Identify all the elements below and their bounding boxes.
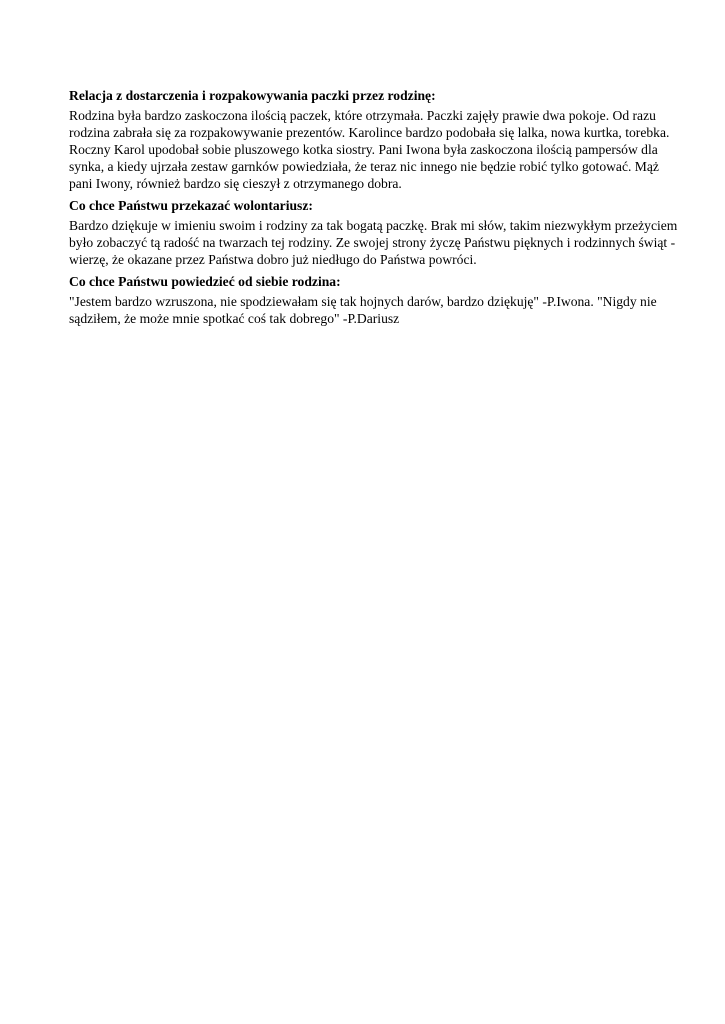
text-line: synka, a kiedy ujrzała zestaw garnków powiedziała, że teraz nic innego nie będzie robić tylko gotować. Mąż [69,159,659,174]
section-delivery-report [69,87,719,192]
document-page [69,87,719,332]
section-body [69,107,719,192]
text-line: Bardzo dziękuje w imieniu swoim i rodziny za tak bogatą paczkę. Brak mi słów, takim niezwykłym przeżyciem [69,218,678,233]
text-line: Roczny Karol upodobał sobie pluszowego kotka siostry. Pani Iwona była zaskoczona ilością pampersów dla [69,142,658,157]
section-heading: Co chce Państwu powiedzieć od siebie rodzina: [69,274,341,289]
section-body [69,293,719,327]
text-line: wierzę, że okazane przez Państwa dobro już niedługo do Państwa powróci. [69,252,477,267]
section-heading: Co chce Państwu przekazać wolontariusz: [69,198,313,213]
text-line: sądziłem, że może mnie spotkać coś tak dobrego" -P.Dariusz [69,311,400,326]
section-family-message [69,273,719,327]
text-line: pani Iwony, również bardzo się cieszył z otrzymanego dobra. [69,176,402,191]
section-body [69,217,719,268]
text-line: "Jestem bardzo wzruszona, nie spodziewałam się tak hojnych darów, bardzo dziękuję" -P.Iwona. "Nigdy nie [69,294,657,309]
text-line: Rodzina była bardzo zaskoczona ilością paczek, które otrzymała. Paczki zajęły prawie dwa pokoje. Od razu [69,108,656,123]
text-line: rodzina zabrała się za rozpakowywanie prezentów. Karolince bardzo podobała się lalka, nowa kurtka, torebka. [69,125,670,140]
section-volunteer-message [69,197,719,268]
text-line: było zobaczyć tą radość na twarzach tej rodziny. Ze swojej strony życzę Państwu pięknych i rodzinnych świąt - [69,235,676,250]
section-heading: Relacja z dostarczenia i rozpakowywania paczki przez rodzinę: [69,88,436,103]
